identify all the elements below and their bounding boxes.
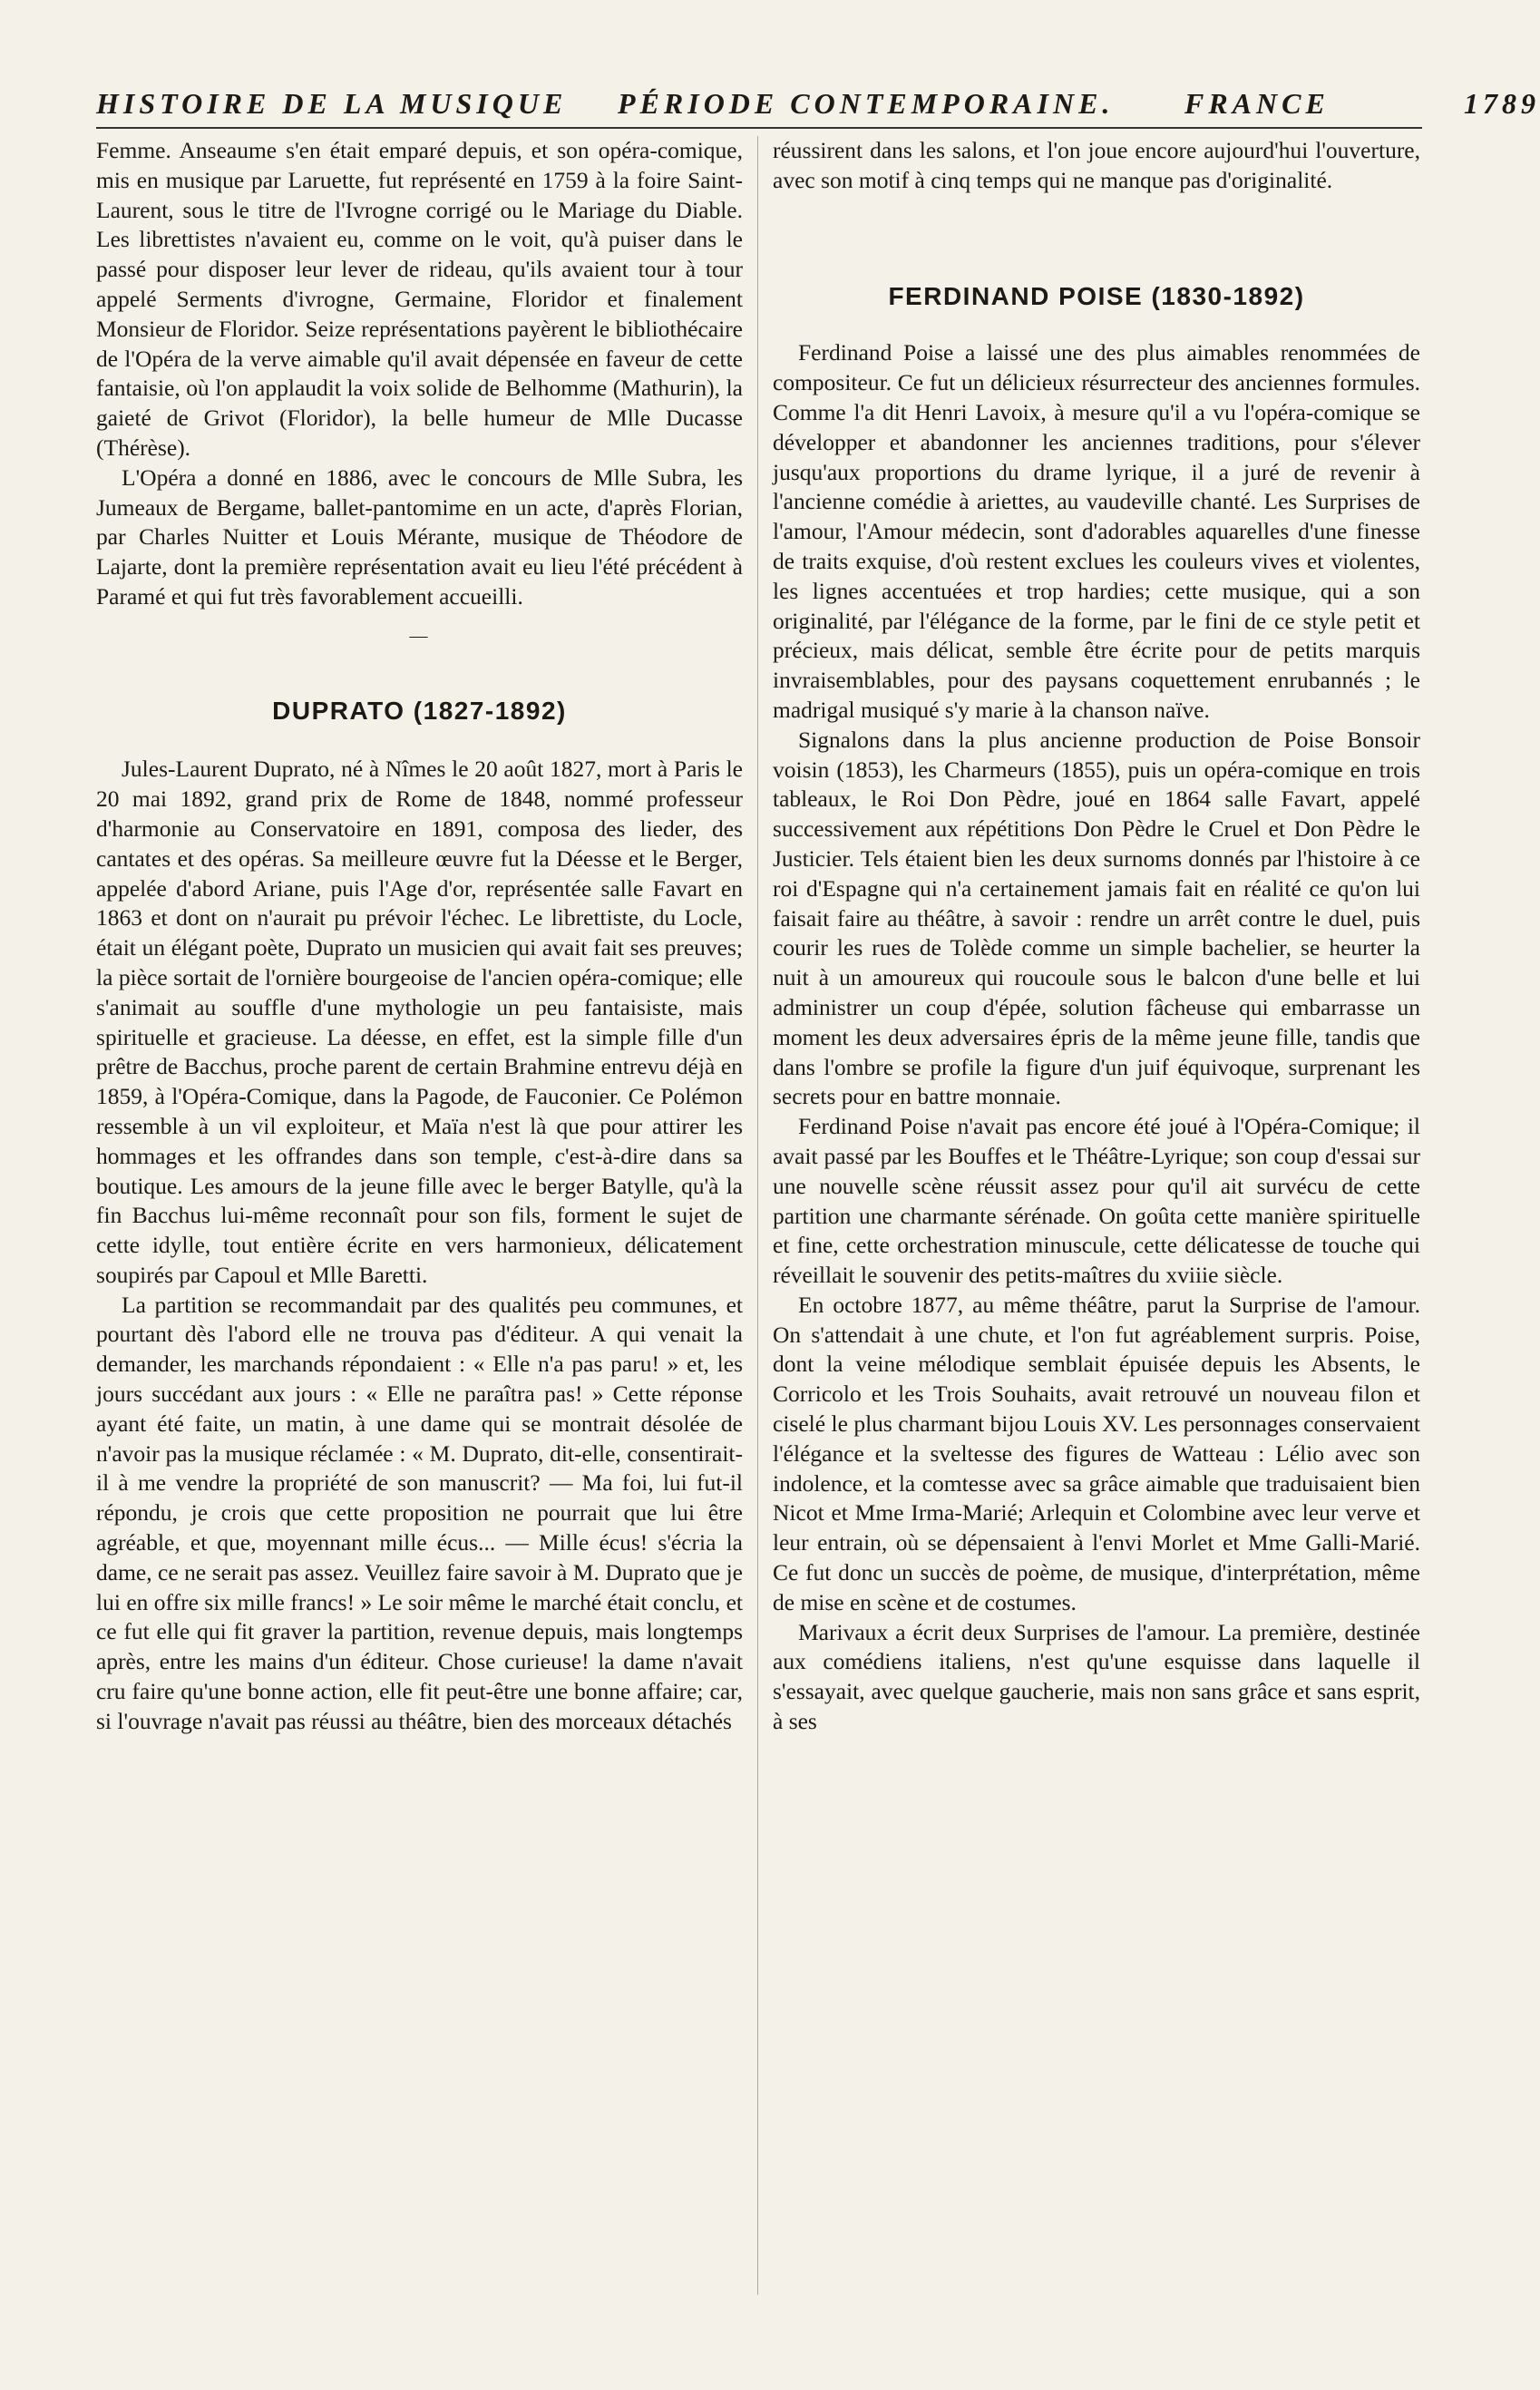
paragraph: L'Opéra a donné en 1886, avec le concours de Mlle Subra, les Jumeaux de Bergame, ballet-pantomime en un acte, d'après Florian, par Charles Nuitter et Louis Mérante, musique de Théodore de Lajarte, dont la première représentation avait eu lieu l'été précédent à Paramé et qui fut très favorablement accueilli. bbox=[96, 463, 743, 610]
section-heading-poise: FERDINAND POISE (1830-1892) bbox=[888, 281, 1305, 310]
paragraph: La partition se recommandait par des qualités peu communes, et pourtant dès l'abord elle ne trouva pas d'éditeur. A qui venait la demander, les marchands répondaient : « Elle n'a pas paru! » et, les jours succédant aux jours : « Elle ne paraîtra pas! » Cette réponse ayant été faite, un matin, à une dame qui se montrait désolée de n'avoir pas la musique réclamée : « M. Duprato, dit-elle, consentirait-il à me vendre la propriété de son manuscrit? — Ma foi, lui fut-il répondu, je crois que cette proposition ne pourrait que lui être agréable, et que, moyennant mille écus... — Mille écus! s'écria la dame, ce ne serait pas assez. Veuillez faire savoir à M. Duprato que je lui en offre six mille francs! » Le soir même le marché était conclu, et ce fut elle qui fit graver la partition, revenue depuis, mais longtemps après, entre les mains d'un éditeur. Chose curieuse! la dame n'avait cru faire qu'une bonne action, elle fit peut-être une bonne affaire; car, si l'ouvrage n'avait pas réussi au théâtre, bien des morceaux détachés bbox=[96, 1291, 743, 1734]
header-left: HISTOIRE DE LA MUSIQUE bbox=[96, 87, 568, 120]
running-header bbox=[96, 87, 1540, 129]
header-right: FRANCE bbox=[1184, 87, 1330, 120]
section-separator: — bbox=[409, 625, 430, 646]
page-number: 1789 bbox=[1464, 87, 1540, 120]
header-center: PÉRIODE CONTEMPORAINE. bbox=[618, 87, 1115, 120]
paragraph: Jules-Laurent Duprato, né à Nîmes le 20 août 1827, mort à Paris le 20 mai 1892, grand prix de Rome de 1848, nommé professeur d'harmonie au Conservatoire en 1891, composa des lieder, des cantates et des opéras. Sa meilleure œuvre fut la Déesse et le Berger, appelée d'abord Ariane, puis l'Age d'or, représentée salle Favart en 1863 et dont on n'aurait pu prévoir l'échec. Le librettiste, du Locle, était un élégant poète, Duprato un musicien qui avait fait ses preuves; la pièce sortait de l'ornière bourgeoise de l'ancien opéra-comique; elle s'animait au souffle d'une mythologie un peu fantaisiste, mais spirituelle et gracieuse. La déesse, en effet, est la simple fille d'un prêtre de Bacchus, proche parent de certain Brahmine entrevu déjà en 1859, à l'Opéra-Comique, dans la Pagode, de Fauconier. Ce Polémon ressemble à un vil exploiteur, et Maïa n'est là que pour attirer les hommages et les offrandes dans son temple, c'est-à-dire dans sa boutique. Les amours de la jeune fille avec le berger Batylle, qu'à la fin Bacchus lui-même reconnaît pour son fils, forment le sujet de cette idylle, tout entière écrite en vers harmonieux, délicatement soupirés par Capoul et Mlle Baretti. bbox=[96, 756, 743, 1288]
spacer bbox=[96, 726, 743, 755]
paragraph: Signalons dans la plus ancienne production de Poise Bonsoir voisin (1853), les Charmeurs (1855), puis un opéra-comique en trois tableaux, le Roi Don Pèdre, joué en 1864 salle Favart, appelé successivement aux répétitions Don Pèdre le Cruel et Don Pèdre le Justicier. Tels étaient bien les deux surnoms donnés par l'histoire à ce roi d'Espagne qui n'a certainement jamais fait en réalité ce qu'on lui faisait faire au théâtre, à savoir : rendre un arrêt contre le duel, puis courir les rues de Tolède comme un simple bachelier, se heurter la nuit à un amoureux qui roucoule sous le balcon d'une belle et lui administrer un coup d'épée, solution fâcheuse qui embarrasse un moment les deux adversaires épris de la même jeune fille, tandis que dans l'ombre se profile la figure d'un juif équivoque, surprenant les secrets pour en battre monnaie. bbox=[773, 726, 1420, 1110]
section-heading-duprato: DUPRATO (1827-1892) bbox=[272, 696, 567, 725]
spacer bbox=[773, 196, 1420, 282]
spacer bbox=[773, 311, 1420, 338]
right-column bbox=[773, 136, 1420, 1737]
left-column bbox=[96, 136, 743, 1737]
paragraph: réussirent dans les salons, et l'on joue encore aujourd'hui l'ouverture, avec son motif à cinq temps qui ne manque pas d'originalité. bbox=[773, 137, 1420, 193]
paragraph: Marivaux a écrit deux Surprises de l'amour. La première, destinée aux comédiens italiens, n'est qu'une esquisse dans laquelle il s'essayait, avec quelque gaucherie, mais non sans grâce et sans esprit, à ses bbox=[773, 1618, 1420, 1735]
column-divider bbox=[757, 136, 758, 2295]
paragraph: Ferdinand Poise n'avait pas encore été joué à l'Opéra-Comique; il avait passé par les Bouffes et le Théâtre-Lyrique; son coup d'essai sur une nouvelle scène réussit assez pour qu'il ait survécu de cette partition une charmante sérénade. On goûta cette manière spirituelle et fine, cette orchestration minuscule, cette délicatesse de touche qui réveillait le souvenir des petits-maîtres du xviiie siècle. bbox=[773, 1113, 1420, 1289]
paragraph: Ferdinand Poise a laissé une des plus aimables renommées de compositeur. Ce fut un délicieux résurrecteur des anciennes formules. Comme l'a dit Henri Lavoix, à mesure qu'il a vu l'opéra-comique se développer et abandonner les anciennes traditions, pour s'élever jusqu'aux proportions du drame lyrique, il a juré de revenir à l'ancienne comédie à ariettes, au vaudeville chanté. Les Surprises de l'amour, l'Amour médecin, sont d'adorables aquarelles d'une finesse de traits exquise, d'où restent exclues les couleurs vives et violentes, les lignes accentuées et trop hardies; cette musique, qui a son originalité, par l'élégance de la forme, par le fini de ce style petit et précieux, mais délicat, semble être écrite pour de petits marquis invraisemblables, pour des paysans coquettement enrubannés ; le madrigal musiqué s'y marie à la chanson naïve. bbox=[773, 339, 1420, 723]
paragraph: En octobre 1877, au même théâtre, parut la Surprise de l'amour. On s'attendait à une chute, et l'on fut agréablement surpris. Poise, dont la veine mélodique semblait épuisée depuis les Absents, le Corricolo et les Trois Souhaits, avait retrouvé un nouveau filon et ciselé le plus charmant bijou Louis XV. Les personnages conservaient l'élégance et la sveltesse des figures de Watteau : Lélio avec son indolence, et la comtesse avec sa grâce aimable que traduisaient bien Nicot et Mme Irma-Marié; Arlequin et Colombine avec leur verve et leur entrain, où se dépensaient à l'envi Morlet et Mme Galli-Marié. Ce fut donc un succès de poème, de musique, d'interprétation, même de mise en scène et de costumes. bbox=[773, 1291, 1420, 1615]
paragraph: Femme. Anseaume s'en était emparé depuis, et son opéra-comique, mis en musique par Laruette, fut représenté en 1759 à la foire Saint-Laurent, sous le titre de l'Ivrogne corrigé ou le Mariage du Diable. Les librettistes n'avaient eu, comme on le voit, qu'à puiser dans le passé pour disposer leur lever de rideau, qu'ils avaient tour à tour appelé Serments d'ivrogne, Germaine, Floridor et finalement Monsieur de Floridor. Seize représentations payèrent le bibliothécaire de l'Opéra de la verve aimable qu'il avait dépensée en faveur de cette fantaisie, où l'on applaudit la voix solide de Belhomme (Mathurin), la gaieté de Grivot (Floridor), la belle humeur de Mlle Ducasse (Thérèse). bbox=[96, 137, 743, 461]
